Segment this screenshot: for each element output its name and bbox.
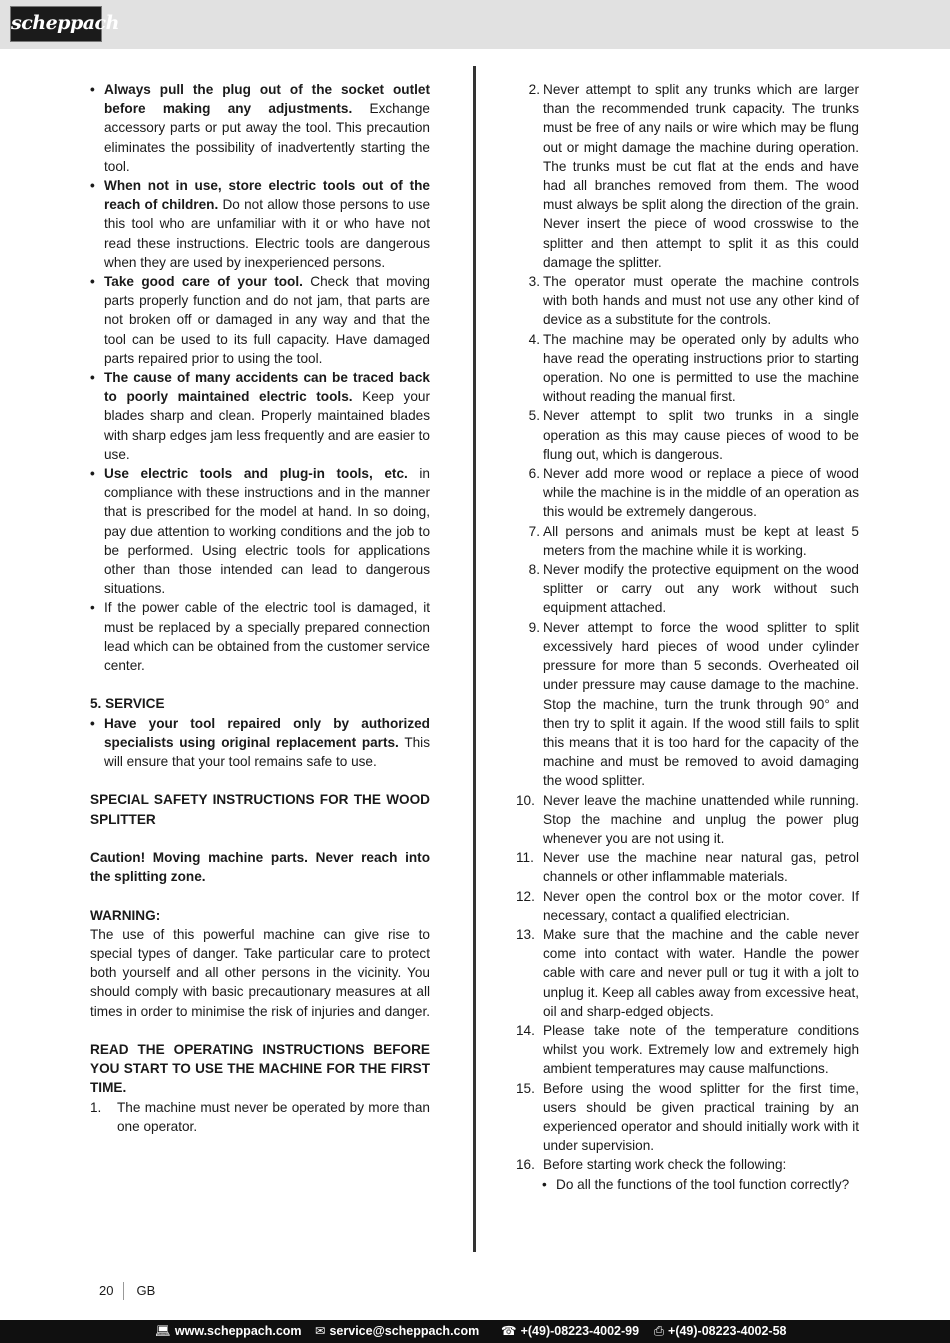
numbered-item: 12. Never open the control box or the motor cover. If necessary, contact a qualified electrician. xyxy=(516,888,859,923)
service-bullet: • Have your tool repaired only by authorized specialists using original replacement parts. This will ensure that your tool remains safe to use. xyxy=(90,715,430,770)
numbered-item: 11. Never use the machine near natural gas, petrol channels or other inflammable materials. xyxy=(516,850,859,885)
header-bar xyxy=(0,0,950,49)
safety-bullet: • If the power cable of the electric tool is damaged, it must be replaced by a specially prepared connection lead which can be obtained from the customer service center. xyxy=(90,600,430,674)
numbered-item: 16. Before starting work check the following: xyxy=(516,1157,787,1173)
email-link[interactable]: ✉ service@scheppach.com xyxy=(315,1320,479,1343)
contact-bar xyxy=(0,1320,950,1343)
read-instructions-heading: READ THE OPERATING INSTRUCTIONS BEFORE YOU START TO USE THE MACHINE FOR THE FIRST TIME. xyxy=(90,1042,430,1096)
mail-icon: ✉ xyxy=(315,1324,326,1338)
service-heading: 5. SERVICE xyxy=(90,696,165,712)
numbered-item: 3. The operator must operate the machine controls with both hands and must not use any other kind of device as a substitute for the controls. xyxy=(528,274,859,328)
column-divider xyxy=(473,66,476,1252)
safety-bullet: • Always pull the plug out of the socket outlet before making any adjustments. Exchange accessory parts or put away the tool. This precaution eliminates the possibility of inadvertently starting the tool. xyxy=(90,82,430,174)
fax-icon: ⎙ xyxy=(654,1324,665,1338)
left-column xyxy=(90,80,430,1136)
numbered-item: 15. Before using the wood splitter for the first time, users should be given practical training by an experienced operator and should initially work with it under supervision. xyxy=(516,1080,859,1154)
fax-number: ⎙ +(49)-08223-4002-58 xyxy=(654,1320,787,1343)
computer-icon: 💻︎ xyxy=(155,1324,171,1338)
website-link[interactable]: 💻︎ www.scheppach.com xyxy=(155,1320,302,1343)
numbered-item: 2. Never attempt to split any trunks which are larger than the recommended trunk capacity. The trunks must be free of any nails or wire which may be flung out or might damage the machine during operation. The trunks must be cut flat at the ends and have had all branches removed from them. The wood must always be split along the direction of the grain. Never insert the piece of wood crosswise to the splitter and then attempt to split it as this could damage the splitter. xyxy=(528,82,859,270)
phone-number: ☎ +(49)-08223-4002-99 xyxy=(501,1320,639,1343)
numbered-item: 1. The machine must never be operated by more than one operator. xyxy=(90,1099,430,1134)
safety-bullet: • When not in use, store electric tools out of the reach of children. Do not allow those persons to use this tool who are unfamiliar with it or who have not read these instructions. Electric tools are dangerous when they are used by inexperienced persons. xyxy=(90,178,431,270)
safety-bullet: • Take good care of your tool. Check that moving parts properly function and do not jam, that parts are not broken off or damaged in any way and that the tool can be used to its full capacity. Have damaged parts repaired prior to using the tool. xyxy=(90,274,430,366)
phone-icon: ☎ xyxy=(501,1324,517,1338)
numbered-item: 8. Never modify the protective equipment on the wood splitter or carry out any work without such equipment attached. xyxy=(528,562,859,616)
language-code: GB xyxy=(136,1283,156,1298)
numbered-item: 10. Never leave the machine unattended while running. Stop the machine and unplug the power plug whenever you are not using it. xyxy=(516,792,859,846)
special-safety-heading: SPECIAL SAFETY INSTRUCTIONS FOR THE WOOD SPLITTER xyxy=(90,792,430,827)
scheppach-logo: scheppach xyxy=(10,6,102,42)
safety-bullet: • Use electric tools and plug-in tools, etc. in compliance with these instructions and in the manner that is prescribed for the model at hand. In so doing, pay due attention to working conditions and the job to be performed. Using electric tools for applications other than those intended can lead to dangerous situations. xyxy=(90,466,430,597)
numbered-item: 6. Never add more wood or replace a piece of wood while the machine is in the middle of an operation as this would be extremely dangerous. xyxy=(528,466,859,520)
page-number: 20 xyxy=(99,1282,124,1300)
caution-text: Caution! Moving machine parts. Never reach into the splitting zone. xyxy=(90,850,430,885)
check-sub-bullet: • Do all the functions of the tool function correctly? xyxy=(542,1176,850,1192)
warning-text: The use of this powerful machine can give rise to special types of danger. Take particular care to protect both yourself and all other persons in the vicinity. You should comply with basic precautionary measures at all times in order to minimise the risk of injuries and danger. xyxy=(90,926,430,1019)
numbered-item: 5. Never attempt to split two trunks in a single operation as this may cause pieces of wood to be flung out, which is dangerous. xyxy=(528,408,859,462)
numbered-item: 13. Make sure that the machine and the cable never come into contact with water. Handle the power cable with care and never pull or tug it with a jolt to unplug it. Keep all cables away from excessive heat, oil and sharp-edged objects. xyxy=(516,926,859,1019)
numbered-item: 9. Never attempt to force the wood splitter to split excessively hard pieces of wood under cylinder pressure for more than 5 seconds. Overheated oil under pressure may cause damage to the machine. Stop the machine, turn the trunk through 90° and then try to split it again. If the wood still fails to split this means that it is too hard for the capacity of the machine and must be removed to avoid damaging the wood splitter. xyxy=(528,619,859,789)
page-footer xyxy=(99,1282,155,1300)
warning-heading: WARNING: xyxy=(90,907,161,923)
numbered-item: 4. The machine may be operated only by adults who have read the operating instructions prior to starting operation. No one is permitted to use the machine without reading the manual first. xyxy=(528,331,859,405)
safety-bullet: • The cause of many accidents can be traced back to poorly maintained electric tools. Keep your blades sharp and clean. Properly maintained blades with sharp edges jam less frequently and are easier to use. xyxy=(90,370,430,462)
numbered-item: 14. Please take note of the temperature conditions whilst you work. Extremely low and extremely high ambient temperatures may cause malfunctions. xyxy=(516,1022,859,1077)
numbered-item: 7. All persons and animals must be kept at least 5 meters from the machine while it is working. xyxy=(528,523,859,558)
right-column xyxy=(516,80,859,1194)
